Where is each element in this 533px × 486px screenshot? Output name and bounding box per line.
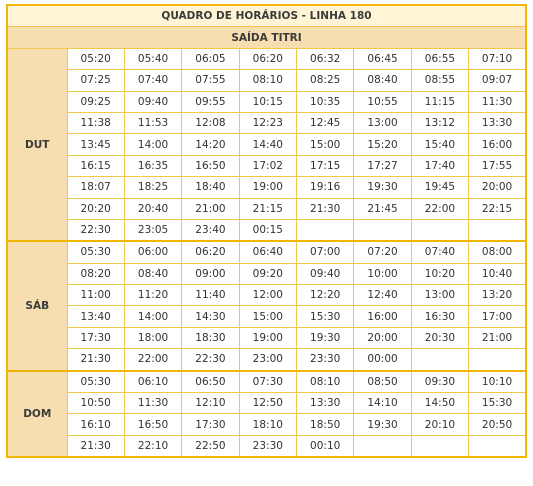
- departure-time-cell: 09:25: [67, 91, 124, 112]
- departure-time-cell: 16:00: [354, 306, 411, 327]
- schedule-row: [7, 414, 526, 435]
- departure-time-cell: 22:30: [67, 219, 124, 241]
- departure-time-cell: 16:50: [124, 414, 181, 435]
- day-type-label: DUT: [7, 48, 67, 241]
- departure-time-cell: 22:10: [124, 435, 181, 457]
- schedule-row: [7, 393, 526, 414]
- departure-time-cell: 08:25: [297, 70, 354, 91]
- departure-time-cell: 09:00: [182, 263, 239, 284]
- departure-time-cell: 11:40: [182, 285, 239, 306]
- departure-time-cell: 06:50: [182, 371, 239, 393]
- departure-time-cell: 19:16: [297, 177, 354, 198]
- departure-time-cell: 06:00: [124, 241, 181, 263]
- departure-time-cell: 12:20: [297, 285, 354, 306]
- schedule-row: [7, 327, 526, 348]
- departure-time-cell: 21:15: [239, 198, 296, 219]
- departure-time-cell: [297, 219, 354, 241]
- departure-time-cell: 09:55: [182, 91, 239, 112]
- departure-time-cell: 15:00: [239, 306, 296, 327]
- departure-time-cell: 12:10: [182, 393, 239, 414]
- schedule-row: [7, 263, 526, 284]
- departure-time-cell: 16:15: [67, 155, 124, 176]
- departure-time-cell: 13:45: [67, 134, 124, 155]
- departure-time-cell: 07:40: [124, 70, 181, 91]
- departure-time-cell: 14:00: [124, 134, 181, 155]
- departure-time-cell: 15:30: [469, 393, 526, 414]
- departure-time-cell: 06:40: [239, 241, 296, 263]
- schedule-row: [7, 177, 526, 198]
- departure-time-cell: 16:50: [182, 155, 239, 176]
- schedule-row: [7, 134, 526, 155]
- departure-time-cell: 12:08: [182, 112, 239, 133]
- title-row: [7, 5, 526, 27]
- schedule-row: [7, 91, 526, 112]
- departure-time-cell: 12:23: [239, 112, 296, 133]
- schedule-subtitle: SAÍDA TITRI: [7, 27, 526, 48]
- departure-time-cell: 14:30: [182, 306, 239, 327]
- departure-time-cell: 23:30: [239, 435, 296, 457]
- departure-time-cell: 18:50: [297, 414, 354, 435]
- departure-time-cell: 21:45: [354, 198, 411, 219]
- departure-time-cell: 14:40: [239, 134, 296, 155]
- departure-time-cell: 07:55: [182, 70, 239, 91]
- schedule-row: [7, 198, 526, 219]
- departure-time-cell: 08:20: [67, 263, 124, 284]
- departure-time-cell: 08:55: [411, 70, 468, 91]
- departure-time-cell: 23:05: [124, 219, 181, 241]
- departure-time-cell: 22:15: [469, 198, 526, 219]
- departure-time-cell: 10:00: [354, 263, 411, 284]
- departure-time-cell: 20:50: [469, 414, 526, 435]
- departure-time-cell: 08:50: [354, 371, 411, 393]
- departure-time-cell: 18:40: [182, 177, 239, 198]
- departure-time-cell: 22:00: [124, 349, 181, 371]
- departure-time-cell: 16:30: [411, 306, 468, 327]
- departure-time-cell: 21:30: [67, 349, 124, 371]
- departure-time-cell: 18:07: [67, 177, 124, 198]
- departure-time-cell: 07:30: [239, 371, 296, 393]
- departure-time-cell: 06:45: [354, 48, 411, 69]
- departure-time-cell: 19:30: [297, 327, 354, 348]
- schedule-title: QUADRO DE HORÁRIOS - LINHA 180: [7, 5, 526, 27]
- departure-time-cell: 06:32: [297, 48, 354, 69]
- departure-time-cell: 11:15: [411, 91, 468, 112]
- departure-time-cell: 20:30: [411, 327, 468, 348]
- departure-time-cell: 07:10: [469, 48, 526, 69]
- departure-time-cell: 16:00: [469, 134, 526, 155]
- departure-time-cell: 12:40: [354, 285, 411, 306]
- departure-time-cell: 18:25: [124, 177, 181, 198]
- schedule-row: [7, 306, 526, 327]
- departure-time-cell: 09:07: [469, 70, 526, 91]
- departure-time-cell: 20:00: [469, 177, 526, 198]
- departure-time-cell: 05:20: [67, 48, 124, 69]
- departure-time-cell: [411, 219, 468, 241]
- departure-time-cell: 11:53: [124, 112, 181, 133]
- departure-time-cell: 13:00: [411, 285, 468, 306]
- departure-time-cell: 05:30: [67, 371, 124, 393]
- departure-time-cell: 23:40: [182, 219, 239, 241]
- departure-time-cell: 00:15: [239, 219, 296, 241]
- departure-time-cell: 12:50: [239, 393, 296, 414]
- departure-time-cell: 14:10: [354, 393, 411, 414]
- departure-time-cell: 17:55: [469, 155, 526, 176]
- departure-time-cell: 20:40: [124, 198, 181, 219]
- departure-time-cell: 15:00: [297, 134, 354, 155]
- schedule-container: [6, 4, 527, 458]
- departure-time-cell: 06:10: [124, 371, 181, 393]
- subtitle-row: [7, 27, 526, 48]
- departure-time-cell: 09:20: [239, 263, 296, 284]
- departure-time-cell: 17:40: [411, 155, 468, 176]
- departure-time-cell: 17:02: [239, 155, 296, 176]
- schedule-row: [7, 349, 526, 371]
- departure-time-cell: 18:30: [182, 327, 239, 348]
- schedule-row: [7, 219, 526, 241]
- departure-time-cell: 13:12: [411, 112, 468, 133]
- departure-time-cell: 13:30: [469, 112, 526, 133]
- day-type-label: SÁB: [7, 241, 67, 370]
- departure-time-cell: 08:10: [239, 70, 296, 91]
- departure-time-cell: 16:35: [124, 155, 181, 176]
- departure-time-cell: 08:40: [354, 70, 411, 91]
- departure-time-cell: 13:00: [354, 112, 411, 133]
- departure-time-cell: 11:30: [469, 91, 526, 112]
- departure-time-cell: 07:40: [411, 241, 468, 263]
- schedule-row: [7, 112, 526, 133]
- departure-time-cell: 20:00: [354, 327, 411, 348]
- departure-time-cell: 17:30: [182, 414, 239, 435]
- departure-time-cell: [354, 435, 411, 457]
- schedule-row: [7, 70, 526, 91]
- departure-time-cell: 08:00: [469, 241, 526, 263]
- day-type-label: DOM: [7, 371, 67, 458]
- departure-time-cell: 21:00: [182, 198, 239, 219]
- departure-time-cell: [469, 219, 526, 241]
- departure-time-cell: 09:40: [124, 91, 181, 112]
- departure-time-cell: 12:00: [239, 285, 296, 306]
- departure-time-cell: 10:35: [297, 91, 354, 112]
- schedule-row: [7, 371, 526, 393]
- departure-time-cell: 07:25: [67, 70, 124, 91]
- departure-time-cell: 17:27: [354, 155, 411, 176]
- departure-time-cell: 06:20: [239, 48, 296, 69]
- departure-time-cell: 08:10: [297, 371, 354, 393]
- departure-time-cell: 23:30: [297, 349, 354, 371]
- departure-time-cell: 23:00: [239, 349, 296, 371]
- departure-time-cell: 11:30: [124, 393, 181, 414]
- departure-time-cell: 15:30: [297, 306, 354, 327]
- departure-time-cell: 06:55: [411, 48, 468, 69]
- schedule-table: [6, 4, 527, 458]
- departure-time-cell: 20:10: [411, 414, 468, 435]
- departure-time-cell: 00:10: [297, 435, 354, 457]
- departure-time-cell: 19:45: [411, 177, 468, 198]
- departure-time-cell: 09:40: [297, 263, 354, 284]
- departure-time-cell: [469, 435, 526, 457]
- departure-time-cell: 10:50: [67, 393, 124, 414]
- departure-time-cell: 07:00: [297, 241, 354, 263]
- departure-time-cell: 18:10: [239, 414, 296, 435]
- departure-time-cell: 11:20: [124, 285, 181, 306]
- departure-time-cell: 19:00: [239, 177, 296, 198]
- departure-time-cell: 10:20: [411, 263, 468, 284]
- schedule-row: [7, 285, 526, 306]
- departure-time-cell: 14:00: [124, 306, 181, 327]
- departure-time-cell: 16:10: [67, 414, 124, 435]
- departure-time-cell: 10:10: [469, 371, 526, 393]
- departure-time-cell: 21:30: [297, 198, 354, 219]
- schedule-row: [7, 241, 526, 263]
- schedule-row: [7, 155, 526, 176]
- departure-time-cell: 22:00: [411, 198, 468, 219]
- departure-time-cell: 05:30: [67, 241, 124, 263]
- schedule-body: [7, 5, 526, 457]
- departure-time-cell: 17:00: [469, 306, 526, 327]
- schedule-row: [7, 435, 526, 457]
- departure-time-cell: 19:30: [354, 177, 411, 198]
- departure-time-cell: 08:40: [124, 263, 181, 284]
- departure-time-cell: 13:20: [469, 285, 526, 306]
- departure-time-cell: 06:05: [182, 48, 239, 69]
- departure-time-cell: 21:00: [469, 327, 526, 348]
- departure-time-cell: 13:30: [297, 393, 354, 414]
- departure-time-cell: 22:50: [182, 435, 239, 457]
- departure-time-cell: 07:20: [354, 241, 411, 263]
- departure-time-cell: 17:15: [297, 155, 354, 176]
- departure-time-cell: [411, 435, 468, 457]
- departure-time-cell: 19:00: [239, 327, 296, 348]
- schedule-row: [7, 48, 526, 69]
- departure-time-cell: 14:20: [182, 134, 239, 155]
- departure-time-cell: 05:40: [124, 48, 181, 69]
- departure-time-cell: 09:30: [411, 371, 468, 393]
- departure-time-cell: [469, 349, 526, 371]
- departure-time-cell: 12:45: [297, 112, 354, 133]
- departure-time-cell: 10:40: [469, 263, 526, 284]
- departure-time-cell: 21:30: [67, 435, 124, 457]
- departure-time-cell: 20:20: [67, 198, 124, 219]
- departure-time-cell: 11:00: [67, 285, 124, 306]
- departure-time-cell: [411, 349, 468, 371]
- departure-time-cell: 13:40: [67, 306, 124, 327]
- departure-time-cell: 15:20: [354, 134, 411, 155]
- departure-time-cell: 10:15: [239, 91, 296, 112]
- departure-time-cell: 22:30: [182, 349, 239, 371]
- departure-time-cell: 10:55: [354, 91, 411, 112]
- departure-time-cell: 00:00: [354, 349, 411, 371]
- departure-time-cell: 14:50: [411, 393, 468, 414]
- departure-time-cell: 15:40: [411, 134, 468, 155]
- departure-time-cell: 17:30: [67, 327, 124, 348]
- departure-time-cell: 19:30: [354, 414, 411, 435]
- departure-time-cell: [354, 219, 411, 241]
- departure-time-cell: 18:00: [124, 327, 181, 348]
- departure-time-cell: 06:20: [182, 241, 239, 263]
- departure-time-cell: 11:38: [67, 112, 124, 133]
